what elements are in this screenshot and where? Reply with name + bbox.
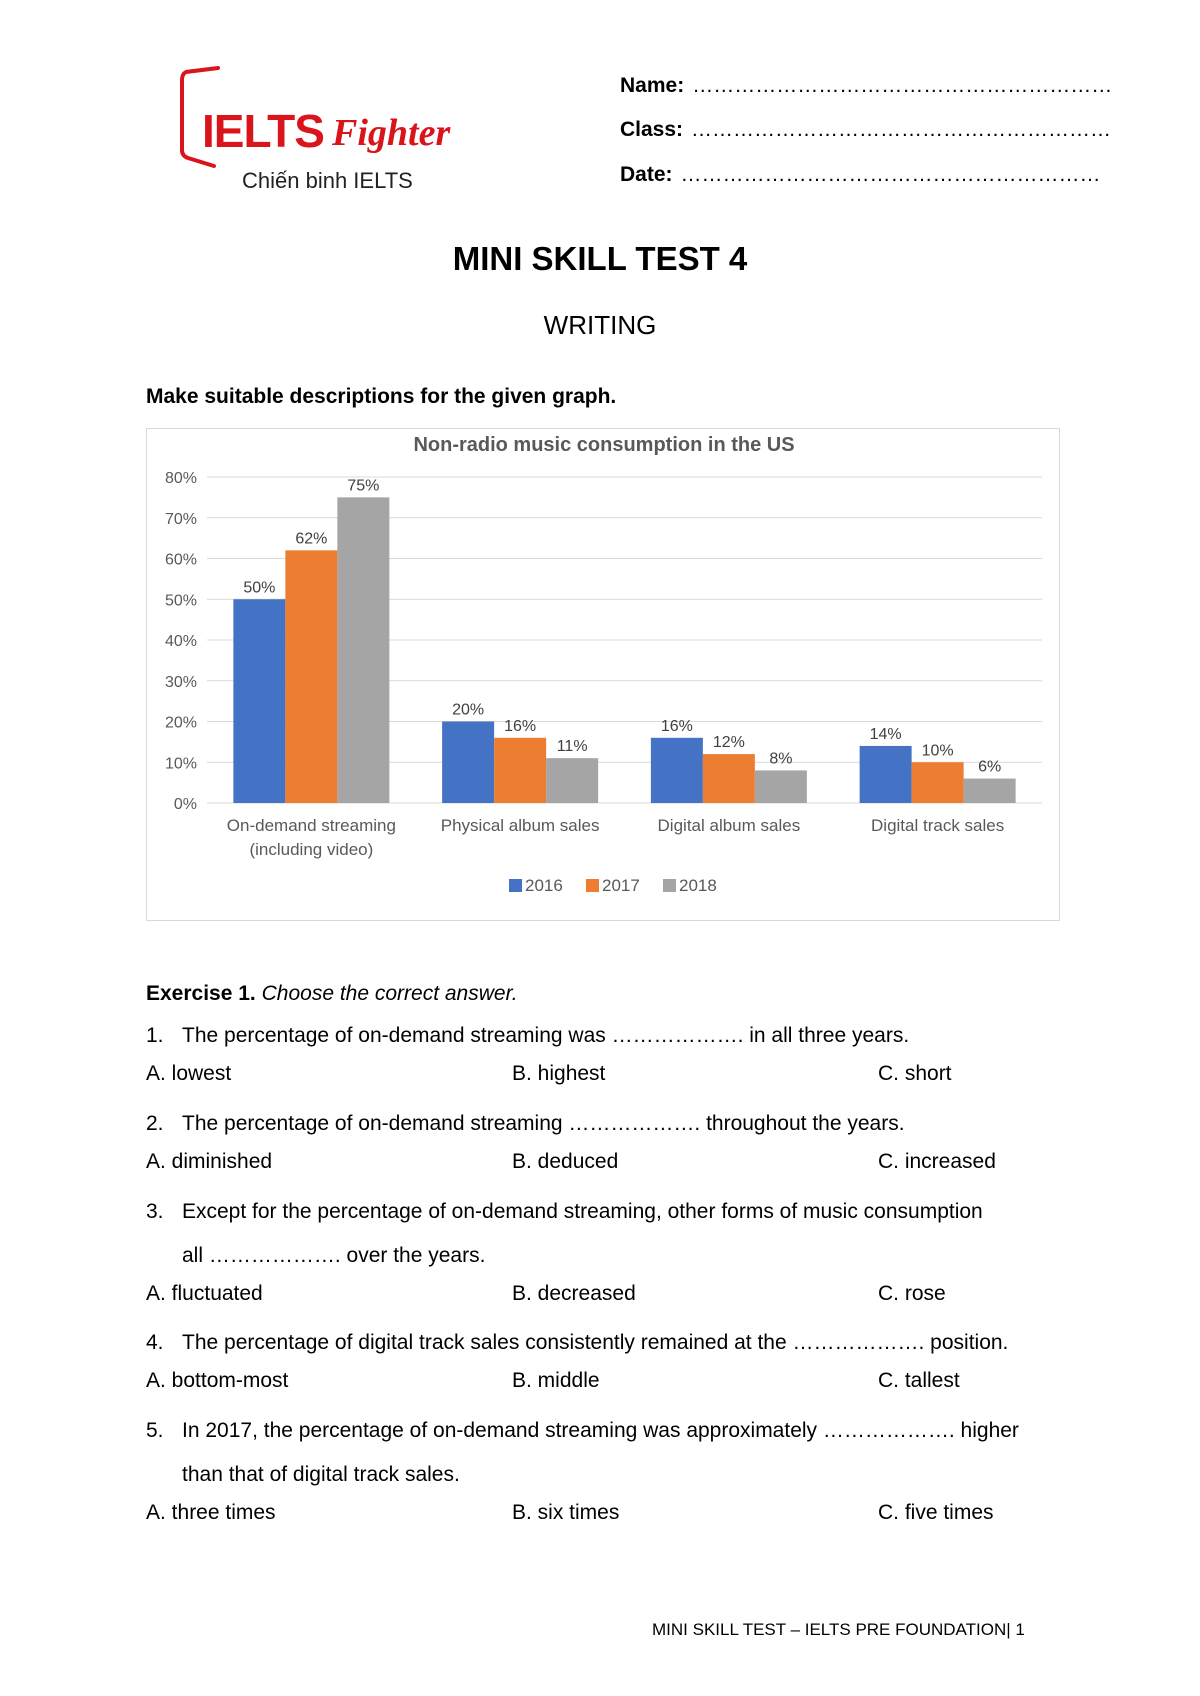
answer-option-c[interactable]: C. short: [878, 1062, 952, 1085]
answer-option-c[interactable]: C. five times: [878, 1501, 994, 1524]
answer-option-b[interactable]: B. deduced: [512, 1150, 619, 1173]
chart-canvas: [147, 429, 1061, 922]
x-category-label: Physical album sales: [440, 816, 600, 835]
task-instruction: Make suitable descriptions for the given graph.: [146, 385, 617, 408]
exercise-instruction: Choose the correct answer.: [261, 982, 518, 1005]
bar-2017-4: [912, 762, 964, 803]
question-number: 5.: [146, 1419, 164, 1442]
question-text: The percentage of digital track sales consistently remained at the ………………. position.: [182, 1331, 1009, 1354]
x-category-label: On-demand streaming: [226, 816, 396, 835]
class-field[interactable]: [620, 118, 1111, 142]
legend-label-2017: 2017: [602, 876, 640, 895]
date-field[interactable]: [620, 163, 1101, 187]
y-tick-label: 50%: [164, 592, 197, 610]
y-tick-label: 30%: [164, 673, 197, 691]
legend-swatch-2018: [663, 879, 676, 892]
data-label: 16%: [504, 717, 537, 735]
page-footer: MINI SKILL TEST – IELTS PRE FOUNDATION| 1: [652, 1620, 1025, 1639]
legend-swatch-2016: [509, 879, 522, 892]
answer-option-a[interactable]: A. bottom-most: [146, 1369, 289, 1392]
question-number: 2.: [146, 1112, 164, 1135]
question-number: 3.: [146, 1200, 164, 1223]
logo-subtitle: Chiến binh IELTS: [242, 168, 413, 193]
answer-option-b[interactable]: B. middle: [512, 1369, 600, 1392]
name-label: Name:: [620, 74, 685, 97]
legend-label-2018: 2018: [679, 876, 717, 895]
data-label: 11%: [556, 738, 588, 756]
question-text: In 2017, the percentage of on-demand streaming was approximately ………………. higher: [182, 1419, 1019, 1442]
data-label: 50%: [243, 579, 276, 597]
y-tick-label: 20%: [164, 714, 197, 732]
date-blank: ……………………………………………………: [680, 163, 1101, 186]
question-text: Except for the percentage of on-demand streaming, other forms of music consumption: [182, 1200, 983, 1223]
ielts-fighter-logo: [178, 66, 478, 196]
exercise-heading: [146, 982, 518, 1006]
data-label: 10%: [921, 742, 954, 760]
date-label: Date:: [620, 163, 673, 186]
y-tick-label: 0%: [173, 796, 197, 813]
bar-2018-4: [964, 779, 1016, 803]
data-label: 6%: [978, 758, 1002, 776]
page-subtitle: WRITING: [543, 310, 657, 340]
legend-label-2016: 2016: [525, 876, 563, 895]
bar-2018-3: [755, 770, 807, 803]
bar-2018-2: [546, 758, 598, 803]
chart-title: Non-radio music consumption in the US: [413, 434, 795, 456]
answer-option-b[interactable]: B. six times: [512, 1501, 620, 1524]
answer-option-b[interactable]: B. decreased: [512, 1282, 636, 1305]
x-category-label: Digital album sales: [657, 816, 801, 835]
data-label: 20%: [452, 701, 485, 719]
name-field[interactable]: [620, 74, 1112, 98]
bar-2017-3: [703, 754, 755, 803]
bar-2017-2: [494, 738, 546, 803]
answer-option-b[interactable]: B. highest: [512, 1062, 606, 1085]
bar-2016-3: [651, 738, 703, 803]
legend-swatch-2017: [586, 879, 599, 892]
data-label: 8%: [769, 750, 793, 768]
question-text: than that of digital track sales.: [182, 1463, 460, 1486]
y-tick-label: 70%: [164, 510, 197, 528]
x-category-label: Digital track sales: [871, 816, 1005, 835]
name-blank: ……………………………………………………: [692, 74, 1113, 97]
question-number: 4.: [146, 1331, 164, 1354]
data-label: 14%: [869, 725, 902, 743]
bar-chart: [146, 428, 1060, 921]
class-blank: ……………………………………………………: [691, 118, 1112, 141]
answer-option-a[interactable]: A. three times: [146, 1501, 276, 1524]
bar-2016-1: [233, 599, 285, 803]
bar-2018-1: [337, 497, 389, 803]
class-label: Class:: [620, 118, 684, 141]
logo-brand-main: IELTS: [202, 105, 324, 157]
bar-2016-4: [860, 746, 912, 803]
question-text: all ………………. over the years.: [182, 1244, 486, 1267]
bar-2016-2: [442, 722, 494, 804]
y-tick-label: 60%: [164, 551, 197, 569]
data-label: 12%: [712, 734, 745, 752]
logo-brand-script: Fighter: [332, 112, 451, 154]
question-number: 1.: [146, 1024, 164, 1047]
answer-option-c[interactable]: C. rose: [878, 1282, 946, 1305]
answer-option-c[interactable]: C. increased: [878, 1150, 996, 1173]
x-category-label: (including video): [249, 840, 374, 859]
answer-option-a[interactable]: A. fluctuated: [146, 1282, 263, 1305]
bar-2017-1: [285, 550, 337, 803]
answer-option-a[interactable]: A. diminished: [146, 1150, 273, 1173]
answer-option-a[interactable]: A. lowest: [146, 1062, 232, 1085]
data-label: 16%: [660, 717, 693, 735]
page-title: MINI SKILL TEST 4: [452, 240, 748, 277]
exercise-label: Exercise 1.: [146, 982, 256, 1005]
answer-option-c[interactable]: C. tallest: [878, 1369, 960, 1392]
y-tick-label: 10%: [164, 755, 197, 773]
y-tick-label: 40%: [164, 633, 197, 650]
data-label: 75%: [347, 477, 380, 495]
y-tick-label: 80%: [164, 470, 197, 487]
data-label: 62%: [295, 530, 328, 548]
question-text: The percentage of on-demand streaming was ………………. in all three years.: [182, 1024, 910, 1047]
question-text: The percentage of on-demand streaming ………………. throughout the years.: [182, 1112, 905, 1135]
